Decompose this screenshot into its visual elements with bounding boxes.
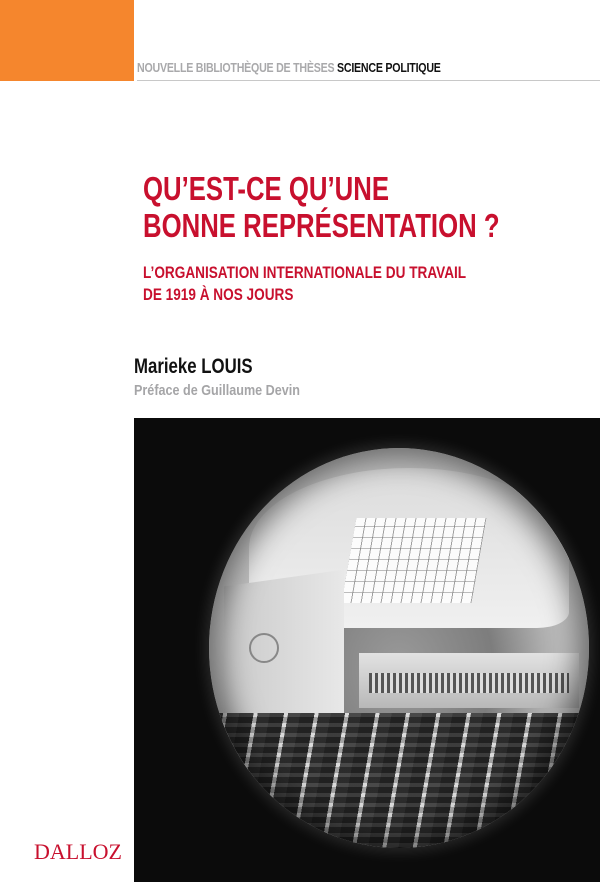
series-line bbox=[137, 60, 441, 75]
book-subtitle bbox=[143, 262, 466, 306]
book-title bbox=[143, 170, 500, 244]
discipline-name: SCIENCE POLITIQUE bbox=[337, 60, 441, 75]
subtitle-line-2: DE 1919 À NOS JOURS bbox=[143, 285, 294, 304]
cover-photo bbox=[134, 418, 600, 882]
title-line-1: QU’EST-CE QU’UNE bbox=[143, 170, 389, 207]
subtitle-line-1: L’ORGANISATION INTERNATIONALE DU TRAVAIL bbox=[143, 263, 467, 282]
collection-name: NOUVELLE BIBLIOTHÈQUE DE THÈSES bbox=[137, 60, 335, 75]
lens-vignette bbox=[209, 448, 589, 848]
fisheye-hall-image bbox=[209, 448, 589, 848]
orange-accent-block bbox=[0, 0, 134, 81]
series-divider bbox=[137, 80, 600, 81]
title-line-2: BONNE REPRÉSENTATION ? bbox=[143, 207, 500, 244]
author-name: Marieke LOUIS bbox=[134, 355, 253, 378]
preface-credit: Préface de Guillaume Devin bbox=[134, 382, 300, 399]
publisher-logo: DALLOZ bbox=[34, 839, 122, 864]
